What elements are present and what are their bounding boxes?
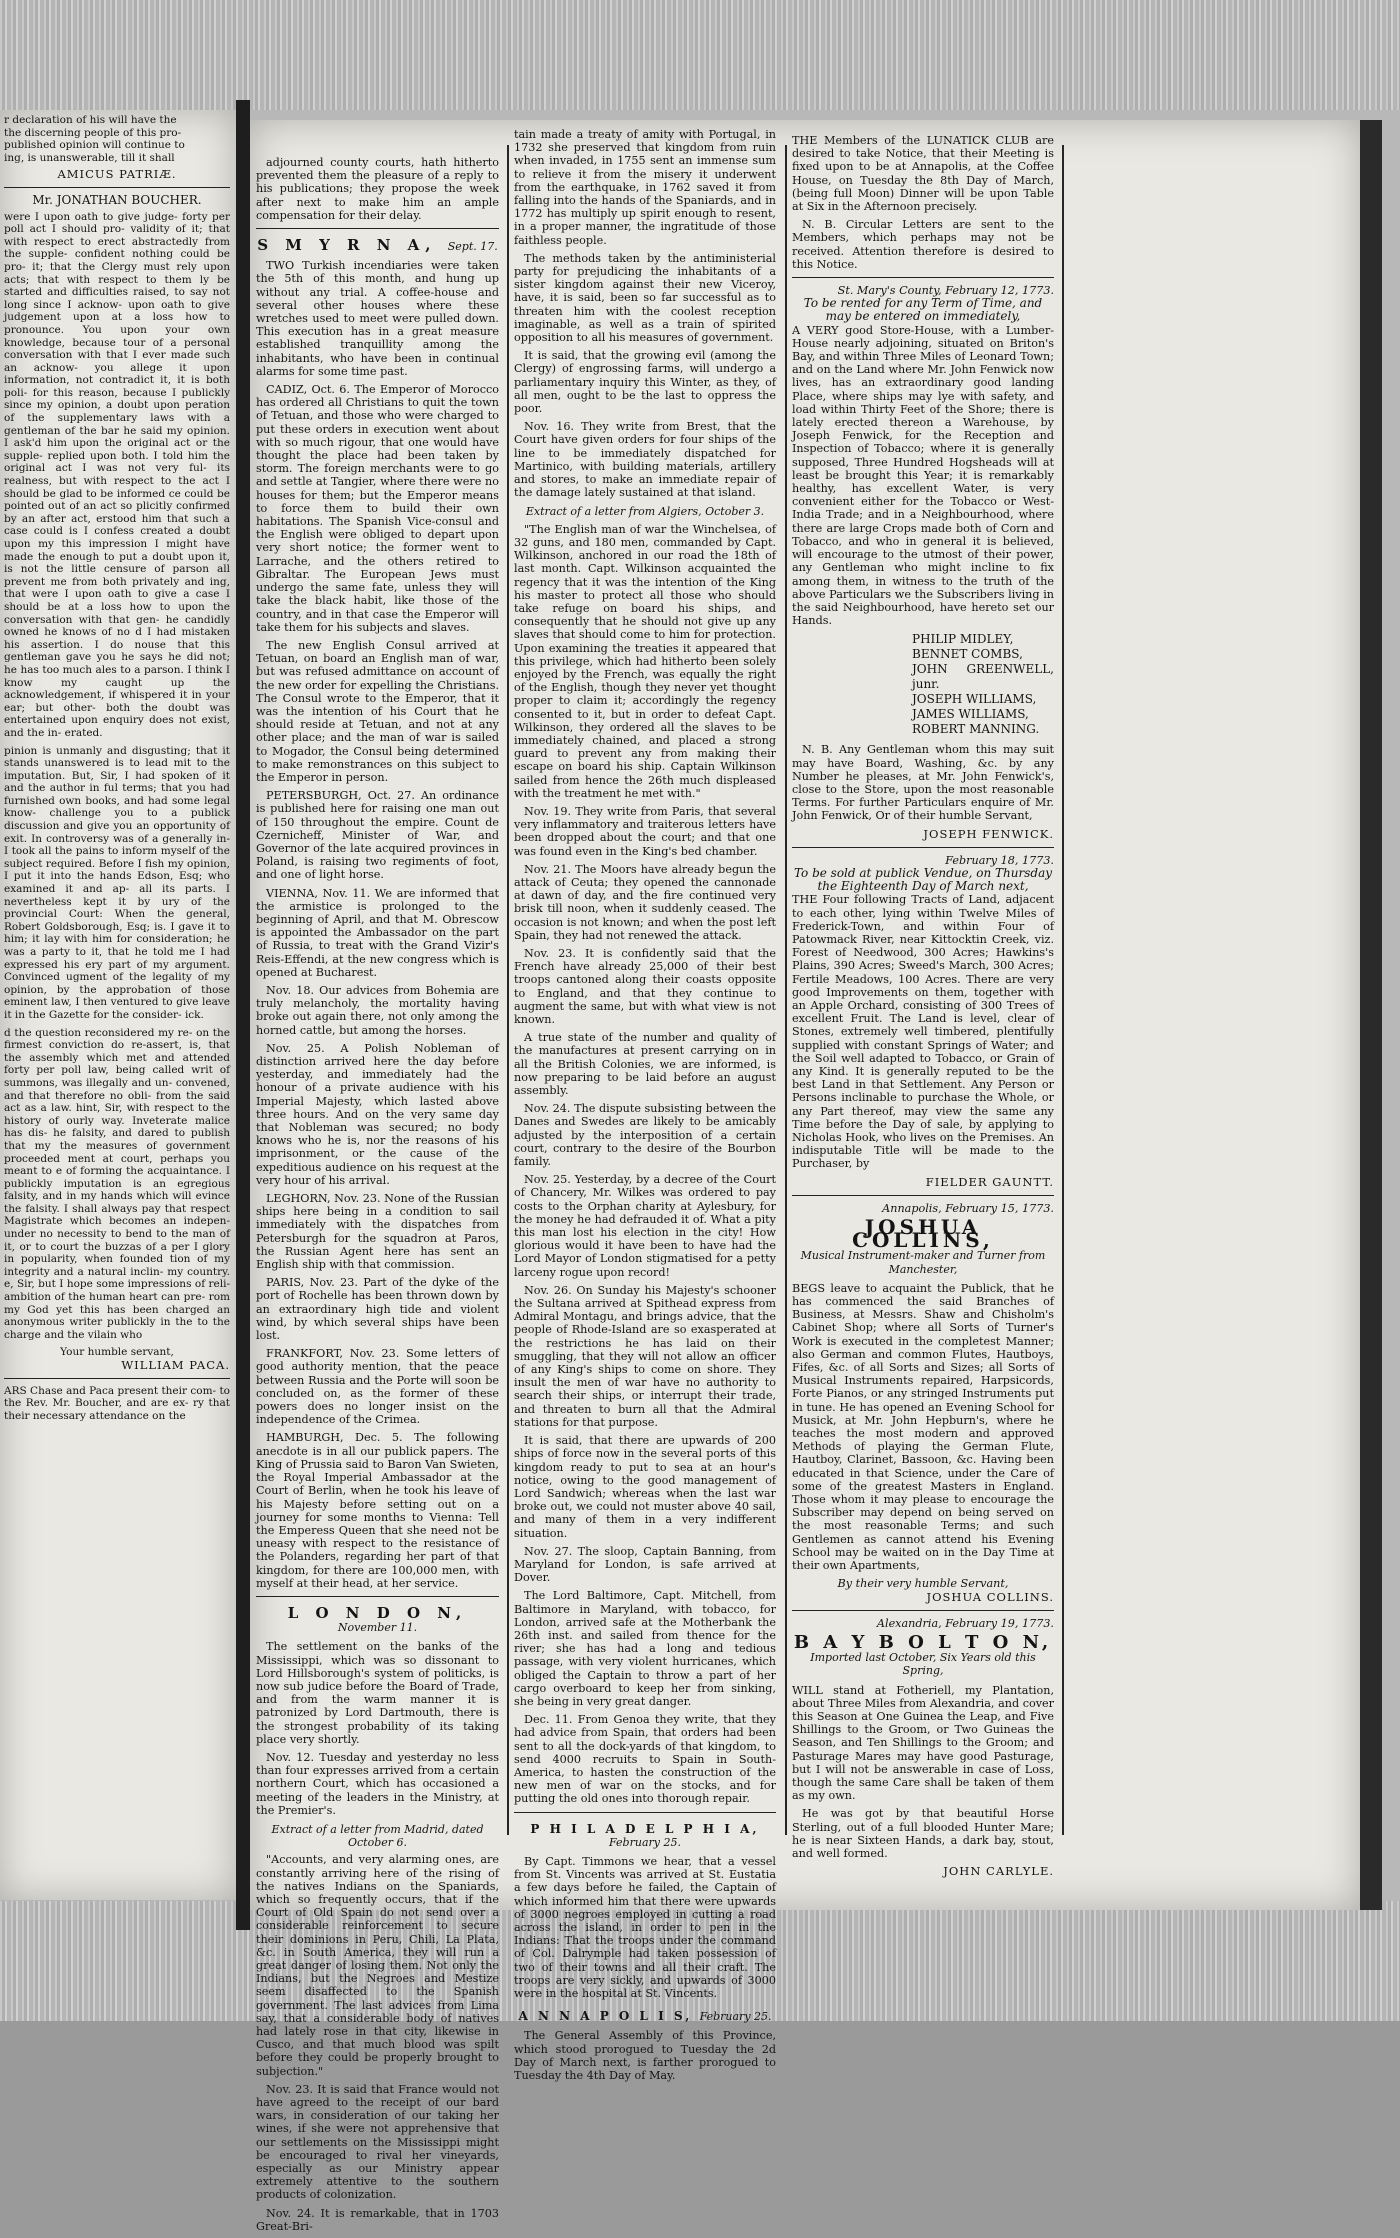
left-body-3: d the question reconsidered my re- on the firmest conviction do re-assert, is, that the assembly which met and attended forty per poll law, being called writ of summons, was illegally and un- convened, and that therefore no obli- from the said act as a law. hint, Sir, with respect to the history of ourly way. Inveterate malice has dis- he falsity, and dared to publish that my the measures of government proceeded ment at court, perhaps you meant to e of forming the acquaintance. I publickly imputation is an egregious falsity, and in my hands which will evince the falsity. I shall always pay that respect Magistrate which becomes an indepen- under no necessity to bend to the man of it, or to court the buzzas of a per I glory in popularity, when founded tion of my integrity and a natural inclin- my country. e, Sir, but I hope some impressions of reli- ambition of the human heart can pre- rom my God yet this has been charged an anonymous writer publickly in the to the charge and the vilain who (4, 1026, 230, 1341)
vendue-ad-body: THE Four following Tracts of Land, adjacent to each other, lying within Twelve Miles of Frederick-Town, and within Four of Patowmack River, near Kittocktin Creek, viz. Forest of Needwood, 300 Acres; Hawkins's Plains, 390 Acres; Sweed's March, 300 Acres; Fertile Meadows, 100 Acres. There are very good Improvements on them, together with an Apple Orchard, consisting of 300 Trees of excellent Fruit. The Land is level, clear of Stones, extremely well timbered, plentifully supplied with constant Springs of Water; and the Soil well adapted to Tobacco, or Grain of any Kind. It is generally reputed to be the best Land in that Settlement. Any Person or Persons inclinable to purchase the Whole, or any Part thereof, may view the same any Time before the Day of sale, by applying to Nicholas Hook, who lives on the Premises. An indisputable Title will be made to the Purchaser, by (792, 893, 1054, 1171)
collins-closing: By their very humble Servant, (837, 1577, 1009, 1591)
vendue-title: To be sold at publick Vendue, on Thursday the Eighteenth Day of March next, (793, 865, 1053, 894)
london-paragraph-2: Nov. 12. Tuesday and yesterday no less than four expresses arrived from a certain northern Court, which has occasioned a meeting of the leaders in the Ministry, at the Premier's. (256, 1750, 499, 1817)
col1-divider-1 (256, 228, 499, 229)
column-rule-3 (1062, 145, 1064, 1835)
collins-date: Annapolis, February 15, 1773. (882, 1201, 1054, 1215)
col1-nov24-paragraph: Nov. 24. It is remarkable, that in 1703 Great-Bri- (256, 2206, 499, 2233)
collins-signature: JOSHUA COLLINS. (926, 1589, 1054, 1604)
philadelphia-place: P H I L A D E L P H I A, (530, 1821, 760, 1836)
smyrna-paragraph: TWO Turkish incendiaries were taken the 5th of this month, and hung up without any trial. A coffee-house and several other houses where these wretches used to meet were pulled down. This execution has in a great measure established tranquillity among the inhabitants, who have been in continual alarms for some time past. (256, 259, 499, 378)
brest-paragraph: Nov. 16. They write from Brest, that the Court have given orders for four ships of the line to be immediately dispatched for Martinico, with building materials, artillery and stores, to make an immediate repair of the damage lately sustained at that island. (514, 420, 776, 500)
paca-signature: WILLIAM PACA. (121, 1358, 230, 1372)
stmarys-title: To be rented for any Term of Time, and may be entered on immediately, (803, 296, 1043, 324)
philadelphia-dateline (514, 1823, 776, 1849)
bolton-ad-body-2: He was got by that beautiful Horse Sterling, out of a full blooded Hunter Mare; he is near Sixteen Hands, a dark bay, stout, and well formed. (792, 1807, 1054, 1860)
col2-nov24-paragraph: Nov. 24. The dispute subsisting between the Danes and Swedes are likely to be amicably adjusted by the interposition of a certain court, contrary to the desire of the Bourbon family. (514, 1102, 776, 1169)
clergy-paragraph: It is said, that the growing evil (among the Clergy) of engrossing farms, will undergo a parliamentary inquiry this Winter, as they, of all men, ought to be the last to oppress the poor. (514, 349, 776, 416)
boucher-heading: Mr. JONATHAN BOUCHER. (32, 192, 202, 207)
col2-divider-1 (514, 1812, 776, 1813)
column-rule-1 (507, 145, 509, 1835)
madrid-extract-heading: Extract of a letter from Madrid, dated October 6. (271, 1822, 484, 1850)
left-body-2: pinion is unmanly and disgusting; that it stands unanswered is to lead mit to the imputation. But, Sir, I had spoken of it and the author in ful terms; that you had furnished own books, and had some legal know- challenge you to a publick discussion and give you an opportunity of exit. In controversy was of a generally in- I took all the pains to inform myself of the subject required. Before I fish my opinion, I put it into the hands Edson, Esq; who examined it and ap- all its parts. I nevertheless kept it by ury of the provincial Court: When the general, Robert Goldsborough, Esq; is. I gave it to him; it lay with him for consideration; he was a party to it, that he told me I had expressed his ery part of my argument. Convinced ugment of the legality of my opinion, by the approbation of those eminent law, I then ventured to give leave it in the Gazette for the consider- ick. (4, 744, 230, 1021)
signer-6: ROBERT MANNING. (912, 722, 1040, 737)
bolton-subtitle: Imported last October, Six Years old this Spring, (810, 1651, 1036, 1678)
lunatick-club-notice: THE Members of the LUNATICK CLUB are desired to take Notice, that their Meeting is fixed upon to be at Annapolis, at the Coffee House, on Tuesday the 8th Day of March, (being full Moon) Dinner will be upon Table at Six in the Afternoon precisely. (792, 134, 1054, 214)
bolton-date: Alexandria, February 19, 1773. (876, 1616, 1054, 1630)
nov21-paragraph: Nov. 21. The Moors have already begun the attack of Ceuta; they opened the cannonade at dawn of day, and the fire continued very brisk till noon, when it suddenly ceased. The occasion is not known; and when the post left Spain, they had not renewed the attack. (514, 862, 776, 942)
left-line-4: ing, is unanswerable, till it shall (4, 151, 175, 164)
cadiz-paragraph: CADIZ, Oct. 6. The Emperor of Morocco has ordered all Christians to quit the town of Tetuan, and those who were charged to put these orders in execution went about with so much rigour, that one would have thought the place had been taken by storm. The foreign merchants were to go and settle at Tangier, where there were no houses for them; but the Emperor means to force them to build their own habitations. The Spanish Vice-consul and the English were obliged to depart upon very short notice; the former went to Larrache, and the others retired to Gibraltar. The European Jews must undergo the same fate, unless they will take the black habit, like those of the country, and in that case the Emperor will take them for his subjects and slaves. (256, 383, 499, 634)
left-line-1: r declaration of his will have the (4, 114, 177, 126)
col3-divider-1 (792, 277, 1054, 278)
left-page-fragment (0, 110, 236, 1900)
annapolis-dateline (514, 2010, 776, 2023)
col3-divider-2 (792, 847, 1054, 848)
portugal-paragraph: tain made a treaty of amity with Portugal, in 1732 she preserved that kingdom from ruin when invaded, in 1755 sent an immense sum to relieve it from the misery it underwent from the earthquake, in 1762 saved it from falling into the hands of the Spaniards, and in 1772 has multiply up spirit enough to resent, in a proper manner, the ingratitude of those faithless people. (514, 128, 776, 247)
signer-2: BENNET COMBS, (912, 647, 1023, 662)
antiministerial-paragraph: The methods taken by the antiministerial party for prejudicing the inhabitants of a sister kingdom against their new Viceroy, have, it is said, been so far successful as to threaten him with the coolest reception imaginable, as well as a train of spirited opposition to all his measures of government. (514, 251, 776, 345)
left-line-3: published opinion will continue to (4, 139, 185, 152)
dec11-paragraph: Dec. 11. From Genoa they write, that they had advice from Spain, that orders had been sent to all the dock-yards of that kingdom, to send 4000 recruits to Spain in South-America, to hasten the construction of the new men of war on the stocks, and for putting the old ones into thorough repair. (514, 1713, 776, 1806)
stmarys-date: St. Mary's County, February 12, 1773. (837, 284, 1054, 298)
london-date: November 11. (337, 1621, 418, 1635)
madrid-paragraph: "Accounts, and very alarming ones, are constantly arriving here of the rising of the natives Indians on the Spaniards, which so frequently occurs, that if the Court of Old Spain do not send over a considerable reinforcement to secure their dominions in Peru, Chili, La Plata, &c. in South America, they will run a great danger of losing them. Not only the Indians, but the Negroes and Mestize seem disaffected to the Spanish government. The last advices from Lima say, that a considerable body of natives had lately rose in that city, likewise in Cusco, and that much blood was spilt before they could be properly brought to subjection." (256, 1853, 499, 2078)
advertisements-column (792, 134, 1054, 1878)
nov18-paragraph: Nov. 18. Our advices from Bohemia are truly melancholy, the mortality having broke out again there, not only among the horned cattle, but among the horses. (256, 983, 499, 1037)
stmarys-signers (912, 632, 1054, 737)
left-divider-1 (4, 187, 230, 188)
paca-closing: Your humble servant, (60, 1346, 174, 1359)
left-body-1: were I upon oath to give judge- forty per poll act I should pro- validity of it; that with respect to erect abstractedly from the supple- confident nothing could be pro- it; that the Clergy must rely upon acts; that with respect to them ly be started and difficulties raised, to say not long since I acknow- upon oath to give judgement upon at a loss how to pronounce. You upon your own knowledge, because tour of a personal conversation with that I ever made such an acknow- you allege it upon information, not contradict it, it is both poli- for this reason, because I publickly since my opinion, a doubt upon peration of the supplementary laws with a gentleman of the bar he said my opinion. I ask'd him upon the original act or the supple- replied upon both. I told him the original act I was not very ful- its realness, but with respect to the act I should be glad to be informed ce could be pointed out of an act so plicitly confirmed by an after act, erstood him that such a case could is I confess created a doubt upon my this impression I might have made the enough to put a doubt upon it, is not the little censure of parson all prevent me from both privately and ing, that were I upon oath to give a case I should be at a loss how to upon the conversation with that gen- he candidly owned he knows of no d I had mistaken his assertion. I do nouse that this gentleman gave you he says he did not; he has too much ales to a parson. I think I know my caught up the acknowledgement, if whispered it in your ear; but other- both the doubt was entertained upon enquiry does not exist, and the in- erated. (4, 210, 230, 739)
intro-paragraph: adjourned county courts, hath hitherto prevented them the pleasure of a reply to his publications; they propose the week after next to make him an ample compensation for their delay. (256, 156, 499, 222)
right-page (250, 120, 1382, 2233)
left-divider-2 (4, 1378, 230, 1379)
fenwick-signature: JOSEPH FENWICK. (923, 826, 1054, 841)
philadelphia-date: February 25. (609, 1835, 681, 1849)
stmarys-ad-body: A VERY good Store-House, with a Lumber-House nearly adjoining, situated on Briton's Bay, and within Three Miles of Leonard Town; and on the Land where Mr. John Fenwick now lives, has an extraordinary good landing Place, where ships may lye with safety, and load within Thirty Feet of the Shore; there is lately erected thereon a Warehouse, by Joseph Fenwick, for the Reception and Inspection of Tobacco; where it is generally supposed, Three Hundred Hogsheads will at least be brought this Year; it is remarkably healthy, has excellent Water, is very convenient either for the Tobacco or West-India Trade; and in a Neighbourhood, where there are large Crops made both of Corn and Tobacco, and who in general it is believed, will encourage to the utmost of their power, any Gentleman who might incline to fix among them, in witness to the truth of the above Particulars we the Subscribers living in the said Neighbourhood, have hereto set our Hands. (792, 323, 1054, 628)
col3-divider-3 (792, 1195, 1054, 1196)
left-footer: ARS Chase and Paca present their com- to the Rev. Mr. Boucher, and are ex- ry that their necessary attendance on the (4, 1384, 230, 1422)
london-place: L O N D O N, (287, 1603, 468, 1622)
col3-divider-4 (792, 1610, 1054, 1611)
algiers-extract-heading: Extract of a letter from Algiers, October 3. (525, 505, 765, 519)
smyrna-date: Sept. 17. (447, 240, 498, 254)
hamburgh-paragraph: HAMBURGH, Dec. 5. The following anecdote is in all our publick papers. The King of Prussia said to Baron Van Swieten, the Royal Imperial Ambassador at the Court of Berlin, when he took his leave of his Majesty before setting out on a journey for some months to Vienna: Tell the Emperess Queen that she need not be uneasy with respect to the resistance of the Polanders, regarding her part of that kingdom, for there are 100,000 men, with myself at their head, at her service. (256, 1431, 499, 1590)
smyrna-dateline (256, 236, 499, 255)
signer-1: PHILIP MIDLEY, (912, 632, 1014, 647)
stmarys-nb: N. B. Any Gentleman whom this may suit may have Board, Washing, &c. by any Number he pleases, at Mr. John Fenwick's, close to the Store, upon the most reasonable Terms. For further Particulars enquire of Mr. John Fenwick, Or of their humble Servant, (792, 743, 1054, 823)
signer-5: JAMES WILLIAMS, (912, 707, 1029, 722)
london-dateline (256, 1603, 499, 1635)
tetuan-paragraph: The new English Consul arrived at Tetuan, on board an English man of war, but was refused admittance on account of the new order for expelling the Christians. The Consul wrote to the Emperor, that it was the intention of his Court that he should reside at Tetuan, and not at any other place; and the man of war is sailed to Mogador, the Consul being determined to make remonstrances on this subject to the Emperor in person. (256, 638, 499, 784)
gauntt-signature: FIELDER GAUNTT. (925, 1174, 1054, 1189)
smyrna-place: S M Y R N A, (257, 236, 437, 255)
algiers-paragraph: "The English man of war the Winchelsea, of 32 guns, and 180 men, commanded by Capt. Wilkinson, anchored in our road the 18th of last month. Capt. Wilkinson acquainted the regency that it was the intention of the King his master to protect all those who should take refuge on board his ships, and consequently that he should not give up any slaves that should come to him for protection. Upon examining the treaties it appeared that this privilege, which had hitherto been solely enjoyed by the French, was equally the right of the English, though they never yet thought proper to claim it; accordingly the regency consented to it, but in order to defeat Capt. Wilkinson, they ordered all the slaves to be immediately chained, and placed a strong guard to prevent any from making their escape on board his ship. Captain Wilkinson sailed from hence the 26th much displeased with the treatment he met with." (514, 522, 776, 800)
baltimore-paragraph: The Lord Baltimore, Capt. Mitchell, from Baltimore in Maryland, with tobacco, for London, arrived safe at the Motherbank the 26th inst. and sailed from thence for the river; she has had a long and tedious passage, with very violent hurricanes, which obliged the Captain to throw a part of her cargo overboard to keep her from sinking, she being in very great danger. (514, 1589, 776, 1708)
collins-name: JOSHUA COLLINS, (852, 1215, 994, 1253)
nov27-paragraph: Nov. 27. The sloop, Captain Banning, from Maryland for London, is safe arrived at Dover. (514, 1544, 776, 1585)
nov26-paragraph: Nov. 26. On Sunday his Majesty's schooner the Sultana arrived at Spithead express from Admiral Montagu, and brings advice, that the people of Rhode-Island are so exasperated at the restrictions he has laid on their smuggling, that they will not allow an officer of any King's ships to come on shore. They insult the men of war have no authority to search their ships, or interrupt their trade, and threaten to burn all that the Admiral stations for that purpose. (514, 1283, 776, 1429)
petersburg-paragraph: PETERSBURGH, Oct. 27. An ordinance is published here for raising one man out of 150 throughout the empire. Count de Czernicheff, Minister of War, and Governor of the late acquired provinces in Poland, is raising two regiments of foot, and one of light horse. (256, 789, 499, 882)
collins-subtitle: Musical Instrument-maker and Turner from Manchester, (800, 1249, 1046, 1276)
vienna-paragraph: VIENNA, Nov. 11. We are informed that the armistice is prolonged to the beginning of April, and that M. Obrescow is appointed the Ambassador on the part of Russia, to treat with the Grand Vizir's Reis-Effendi, at the new congress which is opened at Bucharest. (256, 886, 499, 979)
annapolis-place: A N N A P O L I S, (518, 2009, 693, 2024)
col2-nov25-paragraph: Nov. 25. Yesterday, by a decree of the Court of Chancery, Mr. Wilkes was ordered to pay costs to the Orphan charity at Aylesbury, for the money he had defrauded it of. What a pity this man lost his election in the city! How glorious would it have been to have had the Lord Mayor of London stigmatised for a petty larceny rogue upon record! (514, 1173, 776, 1279)
ships-paragraph: It is said, that there are upwards of 200 ships of force now in the several ports of this kingdom ready to put to sea at an hour's notice, owing to the good management of Lord Sandwich; whereas when the last war broke out, we could not muster above 40 sail, and many of them in a very indifferent situation. (514, 1434, 776, 1540)
london-paragraph-1: The settlement on the banks of the Mississippi, which was so dissonant to Lord Hillsborough's system of politicks, is now sub judice before the Board of Trade, and from the warm manner it is patronized by Lord Dartmouth, there is the strongest probability of its taking place very shortly. (256, 1640, 499, 1746)
signer-3: JOHN GREENWELL, junr. (912, 662, 1054, 692)
signer-4: JOSEPH WILLIAMS, (912, 692, 1037, 707)
col1-divider-2 (256, 1596, 499, 1597)
bay-bolton-name: B A Y B O L T O N, (793, 1631, 1053, 1653)
manufactures-paragraph: A true state of the number and quality of the manufactures at present carrying on in all the British Colonies, we are informed, is now preparing to be laid before an august assembly. (514, 1031, 776, 1098)
vendue-date: February 18, 1773. (945, 853, 1054, 867)
paris-paragraph: PARIS, Nov. 23. Part of the dyke of the port of Rochelle has been thrown down by an extraordinary high tide and violent wind, by which several ships have been lost. (256, 1276, 499, 1343)
philadelphia-paragraph: By Capt. Timmons we hear, that a vessel from St. Vincents was arrived at St. Eustatia a few days before he failed, the Captain of which informed him that there were upwards of 3000 negroes employed in cutting a road across the island, in order to pen in the Indians: That the troops under the command of Col. Dalrymple had taken possession of two of their towns and all their craft. The troops are very sickly, and upwards of 3000 were in the hospital at St. Vincents. (514, 1854, 776, 2001)
nov25-paragraph: Nov. 25. A Polish Nobleman of distinction arrived here the day before yesterday, and immediately had the honour of a private audience with his Imperial Majesty, which lasted above three hours. And on the very same day that Nobleman was secured; no body knows who he is, nor the reasons of his imprisonment, or the cause of the expeditious audience on his request at the very hour of his arrival. (256, 1041, 499, 1187)
col1-nov23-paragraph: Nov. 23. It is said that France would not have agreed to the receipt of our bard wars, in consideration of our taking her wines, if she were not apprehensive that our settlements on the Mississippi might be encouraged to rival her vineyards, especially as our Ministry appear extremely attentive to the southern products of colonization. (256, 2082, 499, 2202)
column-rule-2 (785, 145, 787, 1835)
leghorn-paragraph: LEGHORN, Nov. 23. None of the Russian ships here being in a condition to sail immediately with the dispatches from Petersburgh for the squadron at Paros, the Russian Agent here has sent an English ship with that commission. (256, 1192, 499, 1272)
news-column-2 (514, 128, 776, 2087)
book-gutter (236, 100, 250, 1930)
collins-ad-body: BEGS leave to acquaint the Publick, that he has commenced the said Branches of Business, at Messrs. Shaw and Chisholm's Cabinet Shop; where all Sorts of Turner's Work is executed in the completest Manner; also German and common Flutes, Hautboys, Fifes, &c. of all Sorts and Sizes; all Sorts of Musical Instruments repaired, Harpsicords, Forte Pianos, or any stringed Instruments put in tune. He has opened an Evening School for Musick, at Mr. John Hepburn's, where he teaches the most modern and approved Methods of playing the German Flute, Hautboy, Clarinet, Bassoon, &c. Having been educated in that Science, under the Care of some of the greatest Masters in England. Those whom it may please to encourage the Subscriber may depend on being served on the most reasonable Terms; and such Gentlemen as cannot attend his Evening School may be waited on in the Day Time at their own Apartments, (792, 1281, 1054, 1573)
nov19-paragraph: Nov. 19. They write from Paris, that several very inflammatory and traiterous letters have been dropped about the court; and that one was found even in the King's bed chamber. (514, 804, 776, 858)
left-line-2: the discerning people of this pro- (4, 126, 182, 139)
bolton-ad-body: WILL stand at Fotheriell, my Plantation, about Three Miles from Alexandria, and cover this Season at One Guinea the Leap, and Five Shillings to the Groom, or Two Guineas the Season, and Ten Shillings to the Groom; and Pasturage Mares may have good Pasturage, but I will not be answerable in case of Loss, though the same Care shall be taken of them as my own. (792, 1683, 1054, 1803)
lunatick-club-nb: N. B. Circular Letters are sent to the Members, which perhaps may not be received. Attention therefore is desired to this Notice. (792, 218, 1054, 271)
annapolis-date: February 25. (699, 2010, 772, 2024)
col2-nov23-paragraph: Nov. 23. It is confidently said that the French have already 25,000 of their best troops cantoned along their coasts opposite to England, and that they continue to augment the same, but with what view is not known. (514, 946, 776, 1026)
carlyle-signature: JOHN CARLYLE. (943, 1864, 1054, 1879)
amicus-signature: AMICUS PATRIÆ. (57, 167, 177, 182)
frankfort-paragraph: FRANKFORT, Nov. 23. Some letters of good authority mention, that the peace between Russia and the Porte will soon be concluded on, as the former of these powers does no longer insist on the independence of the Crimea. (256, 1347, 499, 1427)
annapolis-paragraph: The General Assembly of this Province, which stood prorogued to Tuesday the 2d Day of March next, is farther prorogued to Tuesday the 4th Day of May. (514, 2029, 776, 2083)
news-column-1 (256, 156, 499, 2238)
scan-noise-top (0, 0, 1400, 110)
left-column (4, 114, 230, 1427)
